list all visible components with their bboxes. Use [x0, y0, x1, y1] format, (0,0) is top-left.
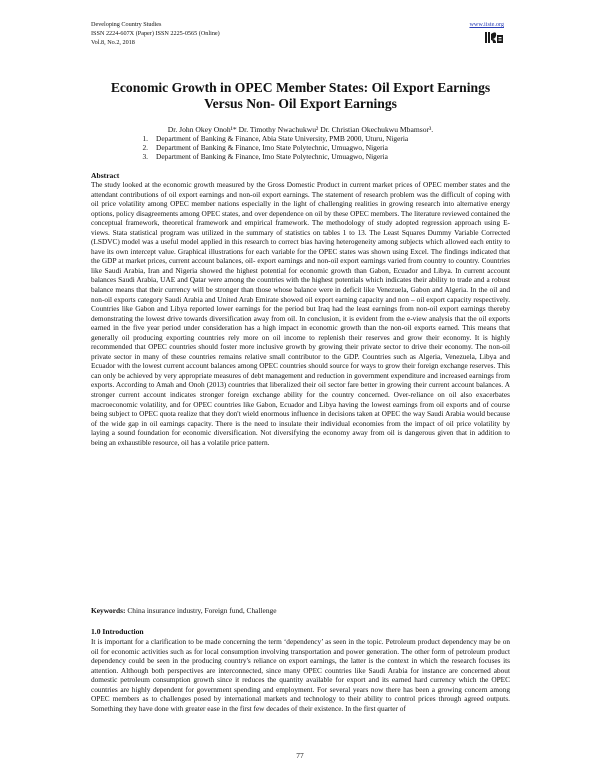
keywords-text: China insurance industry, Foreign fund, Challenge: [125, 606, 277, 615]
author-list: Dr. John Okey Onoh¹* Dr. Timothy Nwachukwu² Dr. Christian Okechukwu Mbamsor³.: [167, 125, 434, 134]
iiste-logo: [484, 31, 504, 44]
journal-volume: Vol.8, No.2, 2018: [91, 39, 135, 46]
affiliation-number: 2.: [142, 143, 148, 153]
affiliation-number: 1.: [142, 134, 148, 143]
paper-title-line-2: Versus Non- Oil Export Earnings: [204, 96, 397, 111]
affiliation-item: [120, 152, 408, 161]
abstract-heading: Abstract: [91, 171, 120, 180]
affiliation-text: Department of Banking & Finance, Abia State University, PMB 2000, Uturu, Nigeria: [156, 134, 409, 143]
keywords-label: Keywords:: [91, 606, 126, 615]
journal-name: Developing Country Studies: [91, 21, 162, 28]
affiliation-list: [120, 134, 408, 162]
affiliation-item: [120, 143, 408, 152]
affiliation-number: 3.: [142, 152, 148, 162]
affiliation-item: [120, 134, 408, 143]
abstract-body: The study looked at the economic growth measured by the Gross Domestic Product in current market prices of OPEC member states and the attendant contributions of oil export earnings and non-oil export earnings. The statement of research problem was the difficult of coping with oil price volatility among OPEC member nations especially in the light of challenging realities in growing research into alternative energy options, policy disagreements among OPEC states, and over dependence on oil by these OPEC members. The literature reviewed contained the conceptual framework, theoretical framework and empirical framework. The methodology of study adopted regression approach using E-views. Stata statistical program was utilized in the summary of statistics on tables 1 to 13. The Least Squares Dummy Variable Corrected (LSDVC) model was a useful model applied in this research to correct bias having heterogeneity among subjects which allowed each entity to have its own intercept value. Graphical illustrations for each variable for the OPEC states was shown using Excel. The findings indicated that the GDP at market prices, current account balances, oil- export earnings and non-oil export earnings varied from country to country. Countries like Saudi Arabia, Iran and Nigeria showed the highest potential for economic growth than Gabon, Ecuador and Libya. In current account balances Saudi Arabia, UAE and Qatar were among the countries with the highest potentials which indicates their ability to trade and a robust balance means that their currency will be stronger than those whose balance were in deficit like Venezuela, Gabon and Algeria. In the oil and non-oil exports category Saudi Arabia and United Arab Emirate showed oil export earning capacity and non – oil export capacity respectively. Countries like Gabon and Libya reported lower earnings for the period but Iraq had the least earnings from non-oil export earnings thereby demonstrating the lowest drive towards diversification away from oil. In conclusion, it is evident from the e-view analysis that the oil exports earned in the five year period under consideration has a high impact in economic growth than the non-oil exports earned. This means that generally oil producing exporting countries rely more on oil income to replenish their reserves and grow their economy. It is highly recommended that OPEC countries should foster more inclusive growth by growing their private sector to drive their economy. The non-oil private sector in many of these countries remains relative small contributor to the GDP. Countries such as Algeria, Venezuela, Libya and Ecuador with the lowest current account balances among OPEC countries should source for ways to grow their foreign exchange reserves. This can only be achieved by very appropriate measures of debt management and reduction in government expenditure and increased earnings from exports. According to Amah and Onoh (2013) countries that liberalized their oil sector fare better in growing their current account balances. A stronger current account indicates stronger foreign exchange ability for the country concerned. Over-reliance on oil also exacerbates macroeconomic volatility, and for OPEC countries like Gabon, Ecuador and Libya having the lowest earnings from oil exports and of course being subject to OPEC quota realize that they don't wield enormous influence in decisions taken at OPEC the way Saudi Arabia would because of the wide gap in oil earnings capacity. There is the need to insulate their individual economies from the impact of oil price volatility by laying a sound foundation for economic diversification. Not diversifying the economy away from oil is dangerous given that in addition to being an exhaustible resource, oil has a volatile price pattern.: [91, 180, 510, 447]
page-number: 77: [296, 751, 304, 760]
journal-url-link[interactable]: www.iiste.org: [469, 21, 504, 28]
journal-header-right: [469, 20, 504, 49]
affiliation-text: Department of Banking & Finance, Imo State Polytechnic, Umuagwo, Nigeria: [156, 143, 388, 153]
affiliation-text: Department of Banking & Finance, Imo State Polytechnic, Umuagwo, Nigeria: [156, 152, 388, 162]
paper-title-line-1: Economic Growth in OPEC Member States: Oil Export Earnings: [110, 80, 491, 95]
introduction-body: It is important for a clarification to be made concerning the term ‘dependency’ as seen in the topic. Petroleum product dependency may be on oil for economic activities such as for local consumption involving transportation and power generation. The other form of petroleum product dependency could be seen in the producing country's reliance on export earnings, the latter is the context in which the research focuses its attention. Although both perspectives are interconnected, since many OPEC countries like Saudi Arabia for instance are concerned about domestic petroleum consumption growth since it reduces the quantity available for export and its earned hard currency which the OPEC countries are highly dependent for government spending and employment. For several years now there has been a growing concern among OPEC members as to challenges posed by international markets and technology to their ability to control prices through agreed outputs. Something they have done with greater ease in the first few decades of their existence. In the first quarter of: [91, 637, 510, 713]
journal-issn: ISSN 2224-607X (Paper) ISSN 2225-0565 (Online): [91, 30, 220, 37]
paper-title: [91, 80, 510, 112]
section-heading-introduction: 1.0 Introduction: [91, 627, 144, 636]
journal-header: [91, 20, 220, 47]
keywords-line: [91, 606, 277, 615]
